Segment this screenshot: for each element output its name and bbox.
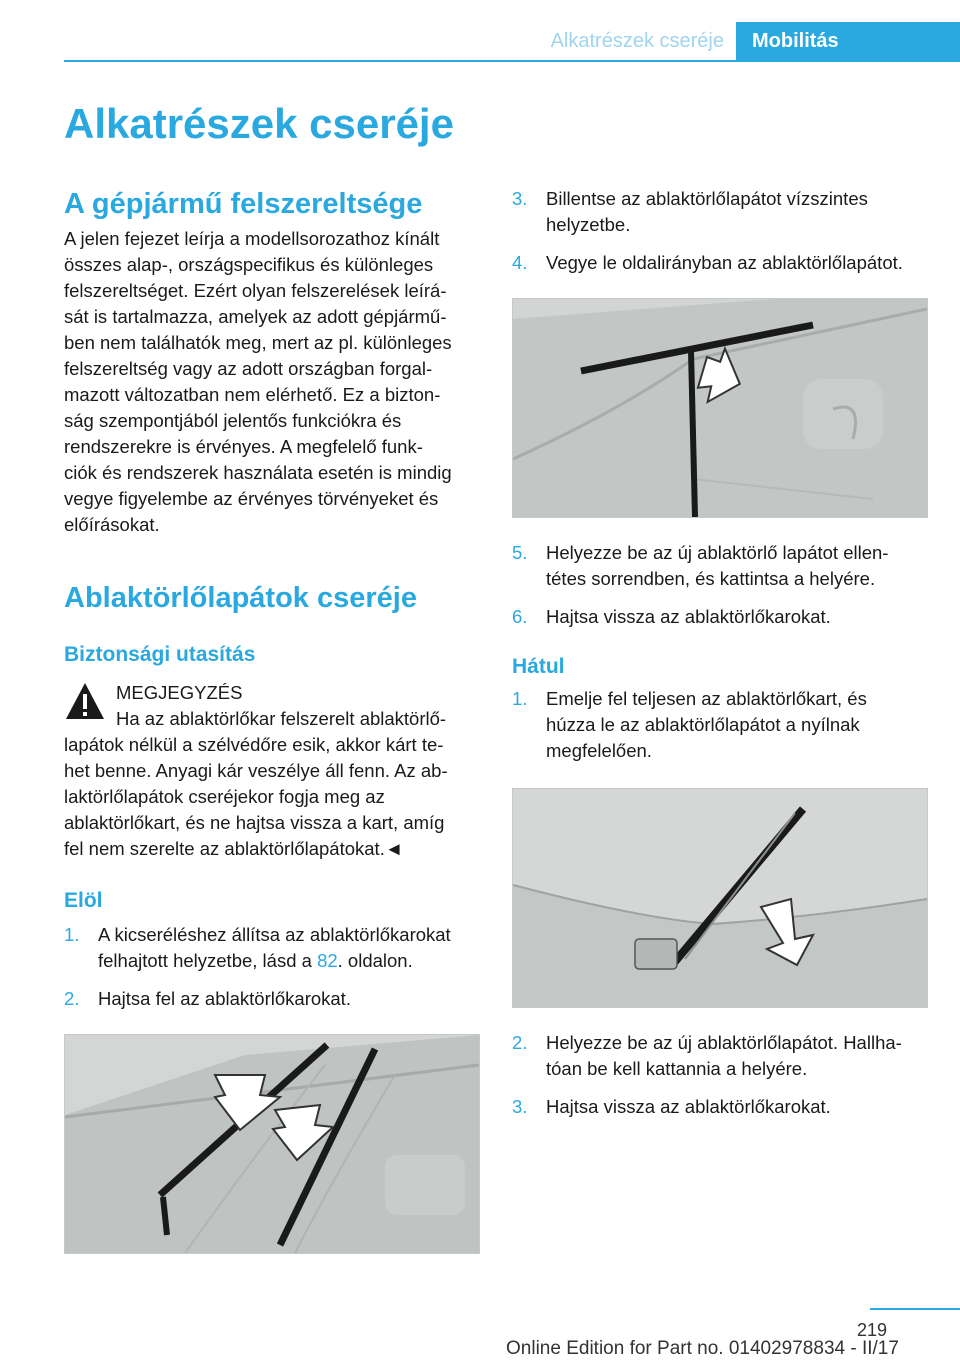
rear-heading: Hátul [512,655,565,678]
page-title: Alkatrészek cseréje [64,100,454,147]
text-line: Helyezze be az új ablaktörlő lapátot ellen- [546,542,889,563]
text-line: húzza le az ablaktörlőlapátot a nyílnak [546,714,860,735]
rear-wiper-illustration [512,788,928,1008]
edition-note: Online Edition for Part no. 01402978834 - II/17 [506,1338,899,1359]
page-number: 219 [857,1320,888,1340]
step-number: 1. [512,688,528,709]
text-line: helyzetbe. [546,214,631,235]
text-line: megfelelően. [546,740,652,761]
step-item [512,540,932,592]
running-header-section: Alkatrészek cseréje [550,30,724,52]
text-line: rendszerekre is érvényes. A megfelelő funk- [64,436,423,457]
text-line: Vegye le oldalirányban az ablaktörlőlapátot. [546,252,903,273]
text-line: ciók és rendszerek használata esetén is mindig [64,462,452,483]
safety-heading: Biztonsági utasítás [64,643,256,666]
step-item [64,986,482,1012]
text-line: Billentse az ablaktörlőlapátot vízszintes [546,188,868,209]
wiper-section-heading: Ablaktörlőlapátok cseréje [64,582,417,614]
step-number: 2. [512,1032,528,1053]
step-number: 4. [512,252,528,273]
right-column [512,182,932,1120]
text-line: fel nem szerelte az ablaktörlőlapátokat.◄ [64,838,404,859]
step-item [512,250,932,276]
text-line: tóan be kell kattannia a helyére. [546,1058,808,1079]
text-line: laktörlőlapátok cseréjekor fogja meg az [64,786,385,807]
wiper-removal-illustration [512,298,928,518]
text-line: összes alap-, országspecifikus és különleges [64,254,434,275]
step-number: 2. [64,988,80,1009]
header-rule [64,60,960,62]
text-line: felszereltség vagy az adott országban forgal- [64,358,433,379]
step-item [512,604,932,630]
step-item [512,1094,932,1120]
text-line: A jelen fejezet leírja a modellsorozathoz kínált [64,228,440,249]
text-fragment: . oldalon. [337,950,413,971]
text-line: lapátok nélkül a szélvédőre esik, akkor kárt te- [64,734,444,755]
text-line: ság szempontjából jelentős funkciókra és [64,410,402,431]
chapter-tab: Mobilitás [736,22,960,62]
equipment-heading: A gépjármű felszereltsége [64,188,423,220]
text-line: előírásokat. [64,514,160,535]
front-wipers-illustration [64,1034,480,1254]
step-item [512,686,932,764]
text-line: Hajtsa vissza az ablaktörlőkarokat. [546,1096,831,1117]
text-line: mazott változatban nem elérhető. Ez a bizton- [64,384,441,405]
text-line: A kicseréléshez állítsa az ablaktörlőkarokat [98,924,451,945]
footer-rule [870,1308,960,1310]
note-label: MEGJEGYZÉS [116,682,243,703]
safety-note [64,680,482,862]
step-item [512,1030,932,1082]
step-number: 5. [512,542,528,563]
step-number: 3. [512,188,528,209]
text-line: felszereltséget. Ezért olyan felszerelések leírá- [64,280,447,301]
text-line: sát is tartalmazza, amelyek az adott gépjármű- [64,306,447,327]
text-fragment: felhajtott helyzetbe, lásd a [98,950,318,971]
page-link[interactable]: 82 [317,950,338,971]
text-line: vegye figyelembe az érvényes törvényeket és [64,488,439,509]
step-item [512,186,932,238]
text-line: Hajtsa vissza az ablaktörlőkarokat. [546,606,831,627]
text-line: Helyezze be az új ablaktörlőlapátot. Hallha- [546,1032,902,1053]
text-line: het benne. Anyagi kár veszélye áll fenn. Az ab- [64,760,448,781]
text-line: ben nem találhatók meg, mert az pl. különleges [64,332,452,353]
step-item [64,922,482,974]
step-number: 1. [64,924,80,945]
front-heading: Elöl [64,889,103,912]
text-line [98,948,482,974]
text-line: Hajtsa fel az ablaktörlőkarokat. [98,988,351,1009]
text-line: ablaktörlőkart, és ne hajtsa vissza a kart, amíg [64,812,445,833]
left-column [64,182,482,1254]
warning-triangle-icon [64,680,106,722]
step-number: 3. [512,1096,528,1117]
equipment-paragraph [64,226,482,538]
text-line: Emelje fel teljesen az ablaktörlőkart, és [546,688,867,709]
text-line: tétes sorrendben, és kattintsa a helyére. [546,568,876,589]
step-number: 6. [512,606,528,627]
note-first-line: Ha az ablaktörlőkar felszerelt ablaktörlő- [116,708,447,729]
